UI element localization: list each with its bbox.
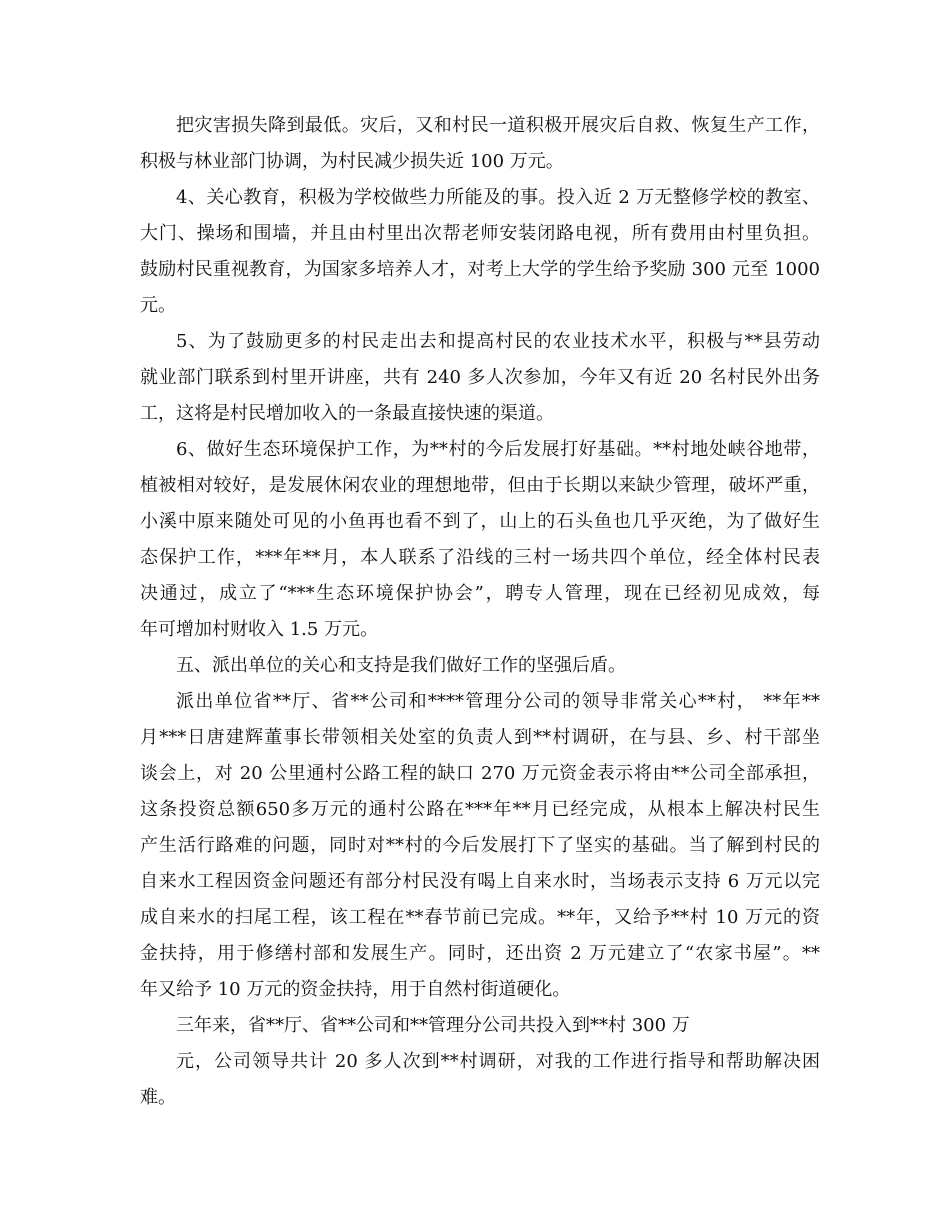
text-line: 4、关心教育，积极为学校做些力所能及的事。投入近 2 万无整修学校的教室、 [176,187,820,208]
document-body [140,108,820,1116]
text-line: 金扶持，用于修缮村部和发展生产。同时，还出资 2 万元建立了“农家书屋”。** [140,943,820,964]
text-line: 成自来水的扫尾工程，该工程在**春节前已完成。**年，又给予**村 10 万元的资 [140,907,820,928]
text-line: 小溪中原来随处可见的小鱼再也看不到了，山上的石头鱼也几乎灭绝，为了做好生 [140,511,820,532]
text-line: 年可增加村财收入 1.5 万元。 [140,619,379,640]
text-line: 派出单位省**厅、省**公司和****管理分公司的领导非常关心**村， **年** [176,691,820,712]
text-line: 大门、操场和围墙，并且由村里出次帮老师安装闭路电视，所有费用由村里负担。 [140,223,820,244]
text-line: 把灾害损失降到最低。灾后，又和村民一道积极开展灾后自救、恢复生产工作， [176,115,820,136]
text-line: 决通过，成立了“***生态环境保护协会”，聘专人管理，现在已经初见成效，每 [140,583,820,604]
text-line: 积极与林业部门协调，为村民减少损失近 100 万元。 [140,151,564,172]
text-line: 元，公司领导共计 20 多人次到**村调研，对我的工作进行指导和帮助解决困 [176,1051,820,1072]
text-line: 月***日唐建辉董事长带领相关处室的负责人到**村调研，在与县、乡、村干部坐 [140,727,820,748]
text-line: 元。 [140,295,176,316]
text-line: 难。 [140,1087,176,1108]
text-line: 就业部门联系到村里开讲座，共有 240 多人次参加，今年又有近 20 名村民外出务 [140,367,820,388]
text-line: 态保护工作，***年**月，本人联系了沿线的三村一场共四个单位，经全体村民表 [140,547,820,568]
text-line: 鼓励村民重视教育，为国家多培养人才，对考上大学的学生给予奖励 300 元至 1000 [140,259,820,280]
text-line: 自来水工程因资金问题还有部分村民没有喝上自来水时，当场表示支持 6 万元以完 [140,871,820,892]
text-line: 这条投资总额650多万元的通村公路在***年**月已经完成，从根本上解决村民生 [140,799,820,820]
text-line: 6、做好生态环境保护工作，为**村的今后发展打好基础。**村地处峡谷地带， [176,439,820,460]
text-line: 谈会上，对 20 公里通村公路工程的缺口 270 万元资金表示将由**公司全部承担， [140,763,820,784]
text-line: 产生活行路难的问题，同时对**村的今后发展打下了坚实的基础。当了解到村民的 [140,835,820,856]
text-line: 植被相对较好，是发展休闲农业的理想地带，但由于长期以来缺少管理，破坏严重， [140,475,820,496]
text-line: 5、为了鼓励更多的村民走出去和提高村民的农业技术水平，积极与**县劳动 [176,331,820,352]
text-line: 三年来，省**厅、省**公司和**管理分公司共投入到**村 300 万 [176,1015,690,1036]
text-line: 工，这将是村民增加收入的一条最直接快速的渠道。 [140,403,554,424]
text-line: 五、派出单位的关心和支持是我们做好工作的坚强后盾。 [176,655,626,676]
text-line: 年又给予 10 万元的资金扶持，用于自然村街道硬化。 [140,979,571,1000]
